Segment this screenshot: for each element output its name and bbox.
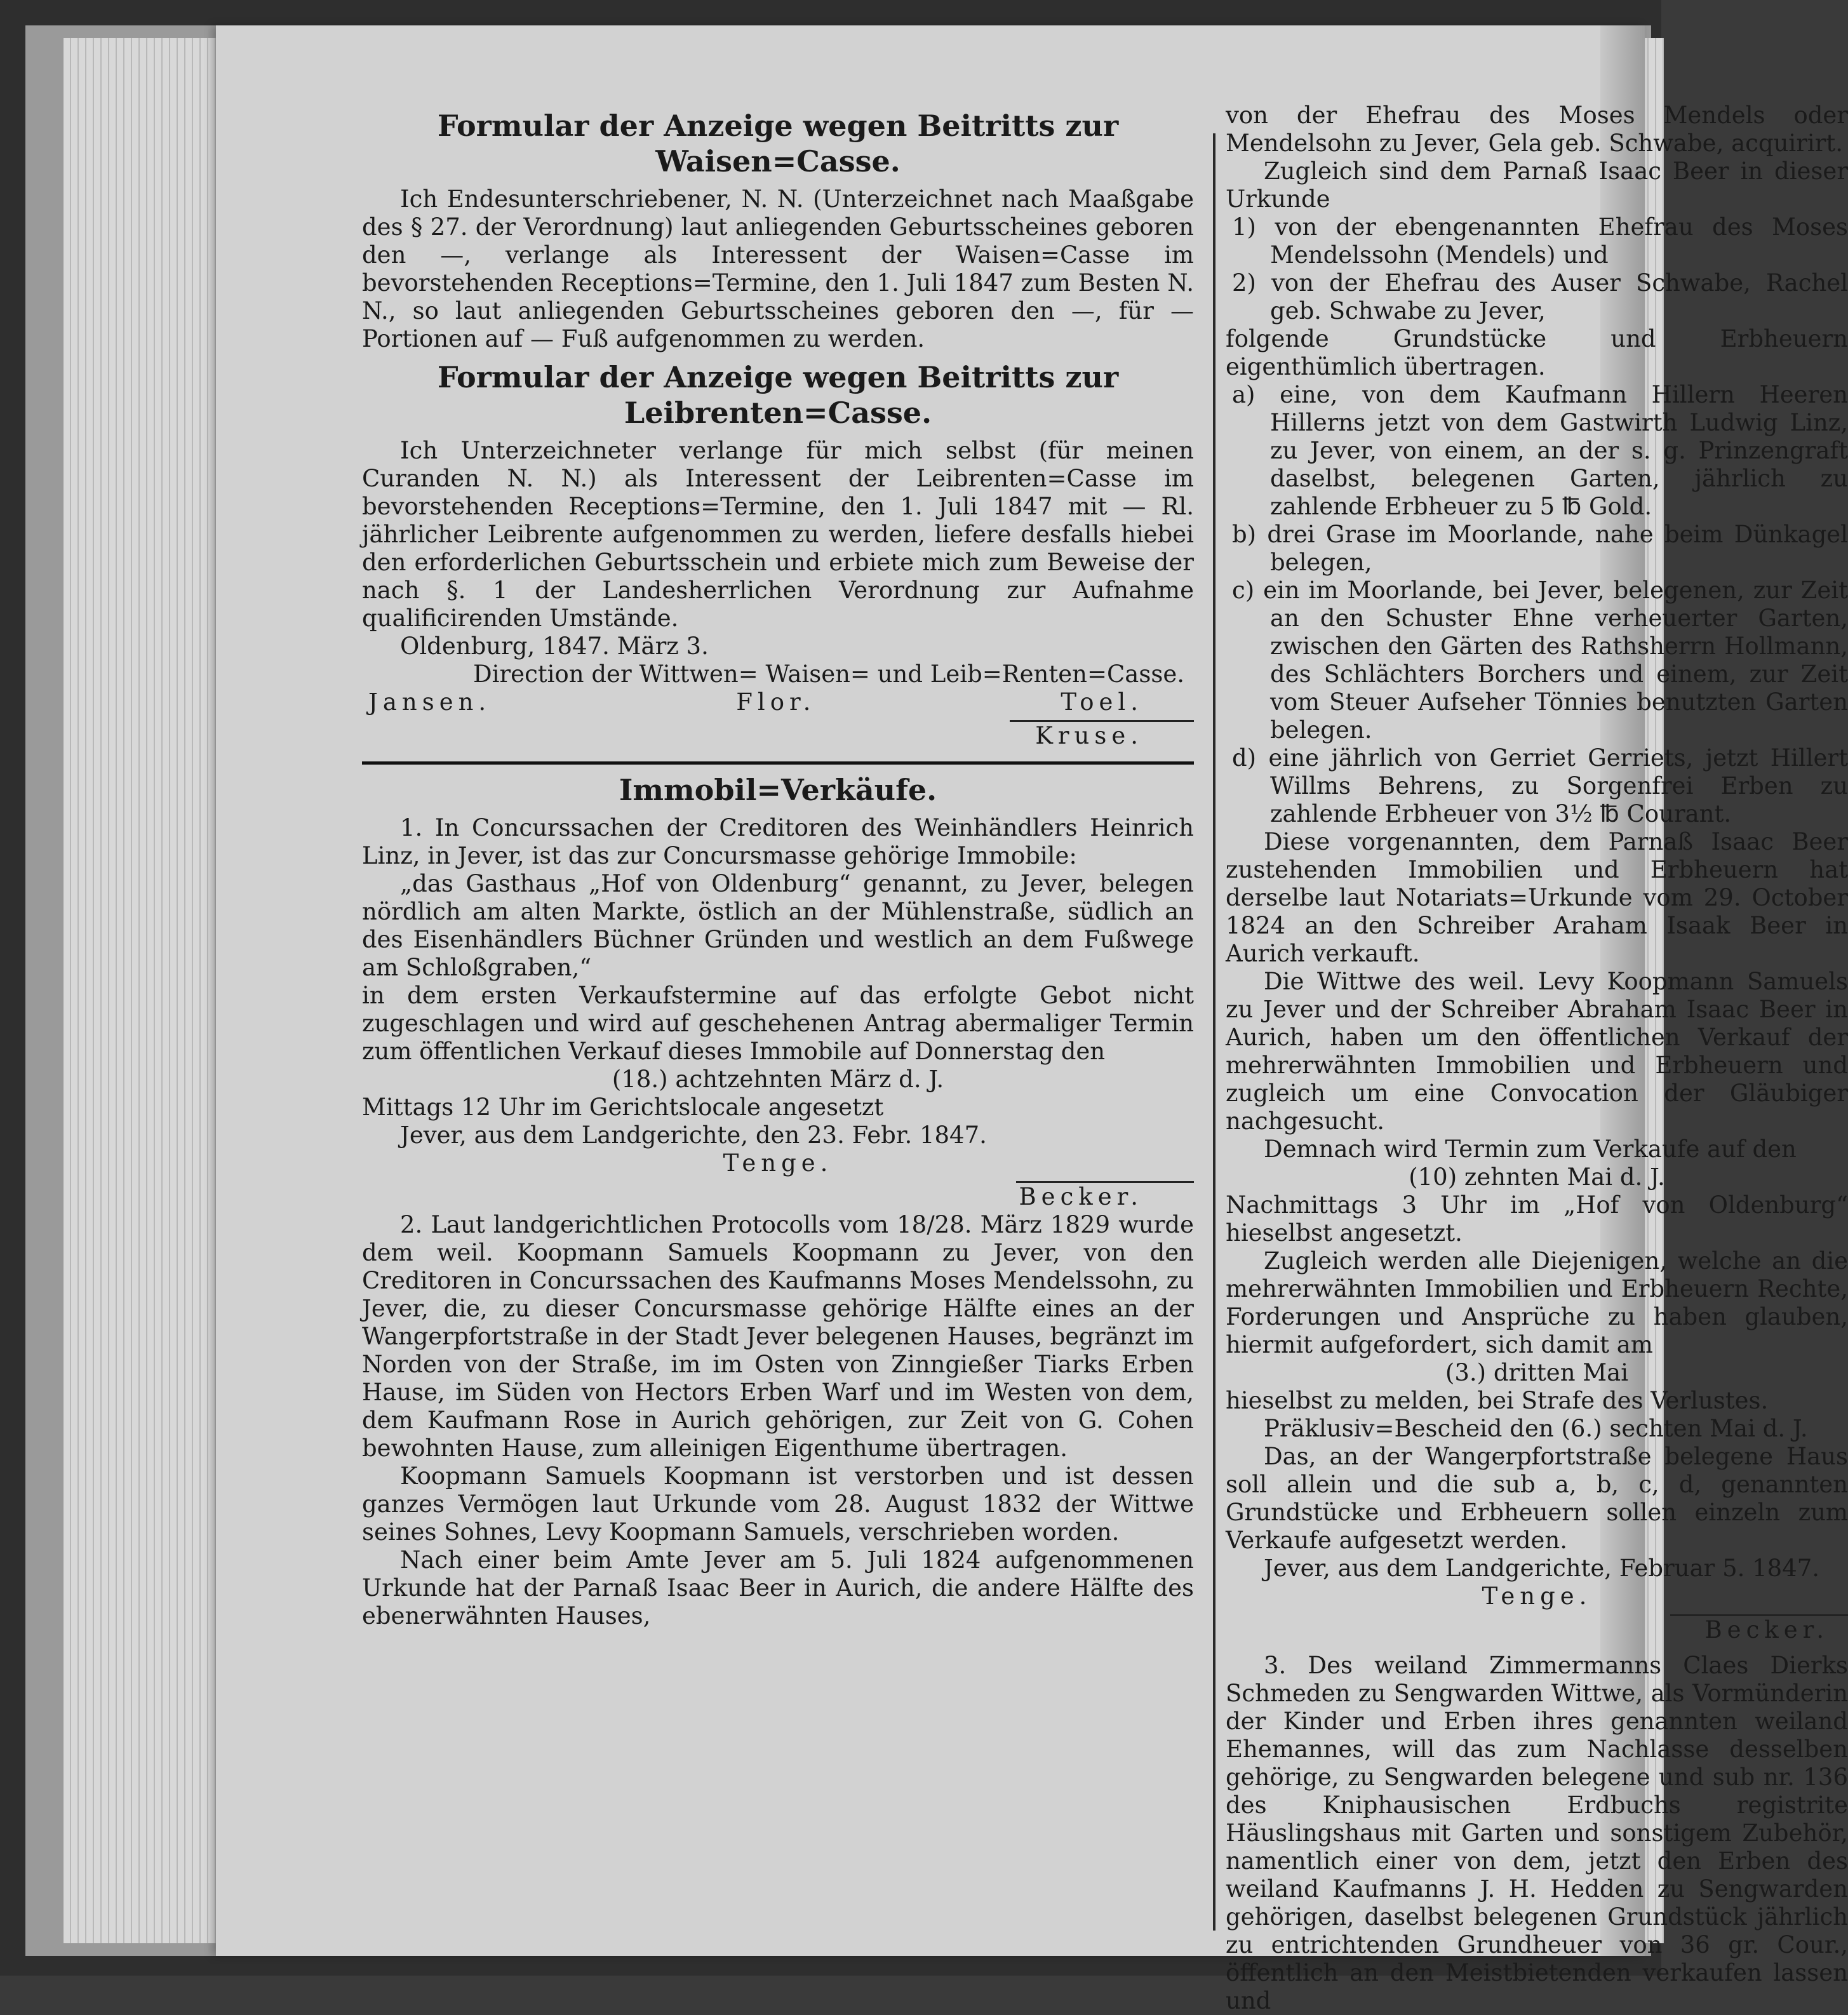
right-p2: Zugleich sind dem Parnaß Isaac Beer in dieser Urkunde bbox=[1226, 157, 1848, 213]
list1-item-1: 1) von der ebengenannten Ehefrau des Moses Mendelssohn (Mendels) und bbox=[1232, 213, 1848, 269]
right-p10: Präklusiv=Bescheid den (6.) sechten Mai d. J. bbox=[1264, 1415, 1808, 1442]
item1-sig1: Tenge. bbox=[723, 1149, 833, 1177]
spacer bbox=[1226, 1644, 1848, 1652]
item2-p1: 2. Laut landgerichtlichen Protocolls vom 18/28. März 1829 wurde dem weil. Koopmann Samuels Koopmann zu Jever, von den Creditoren in Concurssachen des Kaufmanns Moses Mendelssohn, zu Jever, die, zu dieser Concursmasse gehörige Hälfte eines an der Wangerpfortstraße in der Stadt Jever belegenen Hauses, begränzt im Norden von der Straße, im im Osten von Zinngießer Tiarks Erben Hause, im Süden von Hectors Erben Warf und im Westen von dem, dem Kaufmann Rose in Aurich gehörigen, zur Zeit von G. Cohen bewohnten Hause, zum alleinigen Eigenthume übertragen. bbox=[362, 1211, 1194, 1462]
right-p1: von der Ehefrau des Moses Mendels oder Mendelsohn zu Jever, Gela geb. Schwabe, acquirirt. bbox=[1226, 102, 1848, 157]
right-p11: Das, an der Wangerpfortstraße belegene Haus soll allein und die sub a, b, c, d, genannten Grundstücke und Erbheuern sollen einzeln zum Verkaufe aufgesetzt werden. bbox=[1226, 1443, 1848, 1554]
waisen-heading: Formular der Anzeige wegen Beitritts zur Waisen=Casse. bbox=[437, 109, 1119, 178]
item1-time: Mittags 12 Uhr im Gerichtslocale angesetzt bbox=[362, 1094, 884, 1121]
item1-quote: „das Gasthaus „Hof von Oldenburg“ genannt, zu Jever, belegen nördlich am alten Markte, östlich an der Mühlenstraße, südlich an des Eisenhändlers Büchner Gründen und westlich an dem Fußwege am Schloßgraben,“ bbox=[362, 870, 1194, 981]
right-sig1: Tenge. bbox=[1482, 1583, 1592, 1610]
leibrenten-heading: Formular der Anzeige wegen Beitritts zur Leibrenten=Casse. bbox=[437, 360, 1119, 430]
item1-place: Jever, aus dem Landgerichte, den 23. Febr. 1847. bbox=[400, 1121, 987, 1149]
direction-line: Direction der Wittwen= Waisen= und Leib=Renten=Casse. bbox=[473, 660, 1184, 688]
item1-intro: 1. In Concurssachen der Creditoren des Weinhändlers Heinrich Linz, in Jever, ist das zur Concursmasse gehörige Immobile: bbox=[362, 814, 1194, 869]
place-date: Oldenburg, 1847. März 3. bbox=[400, 633, 709, 660]
right-date2: (3.) dritten Mai bbox=[1445, 1359, 1629, 1386]
document-page bbox=[216, 25, 1848, 2014]
right-sig2: Becker. bbox=[1704, 1616, 1829, 1643]
right-p5: Die Wittwe des weil. Levy Koopmann Samuels zu Jever und der Schreiber Abraham Isaac Beer in Aurich, haben um den öffentlichen Verkauf der mehrerwähnten Immobilien und Erbheuern und zugleich um eine Convocation der Gläubiger nachgesucht. bbox=[1226, 968, 1848, 1135]
item2-p3: Nach einer beim Amte Jever am 5. Juli 1824 aufgenommenen Urkunde hat der Parnaß Isaac Beer in Aurich, die andere Hälfte des ebenerwähnten Hauses, bbox=[362, 1546, 1194, 1630]
list2-item-a: a) eine, von dem Kaufmann Hillern Heeren Hillerns jetzt von dem Gastwirth Ludwig Linz, zu Jever, von einem, an der s. g. Prinzengraft daselbst, belegenen Garten, jährlich zu zahlende Erbheuer zu 5 ℔ Gold. bbox=[1232, 381, 1848, 520]
immobil-heading: Immobil=Verkäufe. bbox=[619, 773, 937, 807]
right-p6: Demnach wird Termin zum Verkaufe auf den bbox=[1264, 1135, 1797, 1163]
list2-item-d: d) eine jährlich von Gerriet Gerriets, jetzt Hillert Willms Behrens, zu Sorgenfrei Erben zu zahlende Erbheuer von 3½ ℔ Courant. bbox=[1232, 744, 1848, 827]
right-date1: (10) zehnten Mai d. J. bbox=[1409, 1163, 1665, 1191]
right-place-date: Jever, aus dem Landgerichte, Februar 5. 1847. bbox=[1264, 1555, 1820, 1582]
column-divider bbox=[1213, 133, 1215, 1931]
right-p9: hieselbst zu melden, bei Strafe des Verlustes. bbox=[1226, 1387, 1769, 1414]
section-separator bbox=[362, 761, 1194, 765]
leibrenten-body: Ich Unterzeichneter verlange für mich selbst (für meinen Curanden N. N.) als Interessent der Leibrenten=Casse im bevorstehenden Receptions=Termine, den 1. Juli 1847 mit — Rl. jährlicher Leibrente aufgenommen zu werden, liefere desfalls hiebei den erforderlichen Geburtsschein und erbiete mich zum Beweise der nach §. 1 der Landesherrlichen Verordnung zur Aufnahme qualificirenden Umstände. bbox=[362, 437, 1194, 632]
item2-p2: Koopmann Samuels Koopmann ist verstorben und ist dessen ganzes Vermögen laut Urkunde vom 28. August 1832 der Wittwe seines Sohnes, Levy Koopmann Samuels, verschrieben worden. bbox=[362, 1463, 1194, 1546]
left-column bbox=[362, 102, 1194, 1630]
item1-sig2: Becker. bbox=[1019, 1183, 1143, 1210]
list2-item-b: b) drei Grase im Moorlande, nahe beim Dünkagel belegen, bbox=[1232, 521, 1848, 576]
list1-item-2: 2) von der Ehefrau des Auser Schwabe, Rachel geb. Schwabe zu Jever, bbox=[1232, 269, 1848, 325]
waisen-body: Ich Endesunterschriebener, N. N. (Unterzeichnet nach Maaßgabe des § 27. der Verordnung) laut anliegenden Geburtsscheines geboren den —, verlange als Interessent der Waisen=Casse im bevorstehenden Receptions=Termine, den 1. Juli 1847 zum Besten N. N., so laut anliegenden Geburtsscheines geboren den —, für — Portionen auf — Fuß aufgenommen zu werden. bbox=[362, 185, 1194, 352]
right-p4: Diese vorgenannten, dem Parnaß Isaac Beer zustehenden Immobilien und Erbheuern hat derselbe laut Notariats=Urkunde vom 29. October 1824 an den Schreiber Araham Isaak Beer in Aurich verkauft. bbox=[1226, 828, 1848, 967]
right-p3: folgende Grundstücke und Erbheuern eigenthümlich übertragen. bbox=[1226, 325, 1848, 380]
signatory-bottom: Kruse. bbox=[1035, 722, 1143, 749]
list2-item-c: c) ein im Moorlande, bei Jever, belegenen, zur Zeit an den Schuster Ehne verheuerter Garten, zwischen den Gärten des Rathsherrn Hollmann, des Schlächters Borchers und einem, zur Zeit vom Steuer Aufseher Tönnies benutzten Garten belegen. bbox=[1232, 577, 1848, 744]
item1-body: in dem ersten Verkaufstermine auf das erfolgte Gebot nicht zugeschlagen und wird auf geschehenen Antrag abermaliger Termin zum öffentlichen Verkauf dieses Immobile auf Donnerstag den bbox=[362, 982, 1194, 1065]
right-p8: Zugleich werden alle Diejenigen, welche an die mehrerwähnten Immobilien und Erbheuern Rechte, Forderungen und Ansprüche zu haben glauben, hiermit aufgefordert, sich damit am bbox=[1226, 1247, 1848, 1358]
right-p7: Nachmittags 3 Uhr im „Hof von Oldenburg“ hieselbst angesetzt. bbox=[1226, 1191, 1848, 1247]
signatory-1: Jansen. bbox=[368, 688, 492, 716]
right-column bbox=[1226, 102, 1848, 2015]
signatories-row bbox=[362, 688, 1194, 716]
signatory-2: Flor. bbox=[736, 688, 816, 716]
signatory-3: Toel. bbox=[1061, 688, 1143, 716]
item1-date: (18.) achtzehnten März d. J. bbox=[612, 1066, 944, 1093]
right-item3: 3. Des weiland Zimmermanns Claes Dierks Schmeden zu Sengwarden Wittwe, als Vormünderin der Kinder und Erben ihres genannten weiland Ehemannes, will das zum Nachlasse desselben gehörige, zu Sengwarden belegene und sub nr. 136 des Kniphausischen Erdbuchs registrite Häuslingshaus mit Garten und sonstigem Zubehör, namentlich einer von dem, jetzt den Erben des weiland Kaufmanns J. H. Hedden zu Sengwarden gehörigen, daselbst belegenen Grundstück jährlich zu entrichtenden Grundheuer von 36 gr. Cour., öffentlich an den Meistbietenden verkaufen lassen und bbox=[1226, 1652, 1848, 2014]
